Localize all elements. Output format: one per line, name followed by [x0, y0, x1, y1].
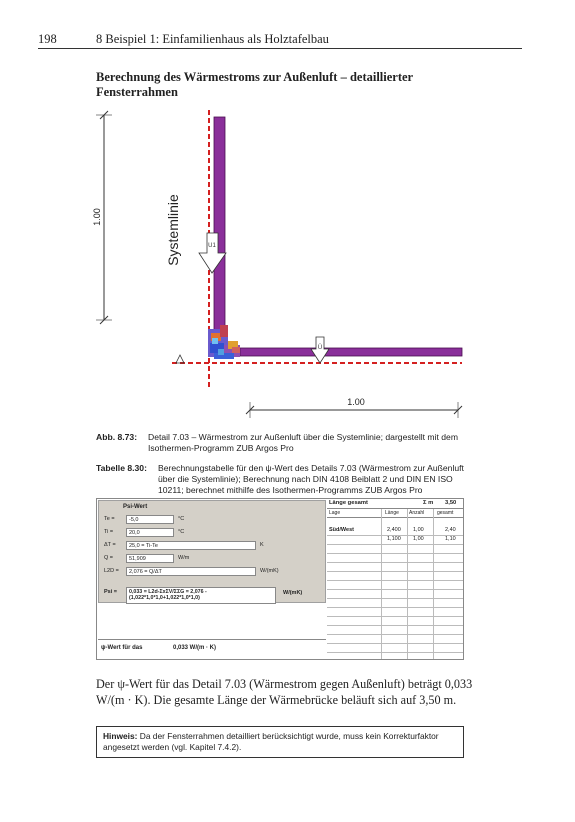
length-table-columns: Lage Länge Anzahl gesamt [327, 509, 463, 518]
table-row [327, 635, 463, 644]
header-rule [38, 48, 522, 49]
window-frame-detail [208, 325, 240, 359]
figure-caption [96, 432, 476, 454]
table-row [327, 545, 463, 554]
chapter-title: 8 Beispiel 1: Einfamilienhaus als Holztafelbau [96, 32, 329, 46]
note-label: Hinweis: [103, 731, 138, 741]
thermal-bridge-figure [0, 105, 575, 430]
psi-panel-title: Psi-Wert [123, 504, 148, 510]
table-row [327, 608, 463, 617]
page-number: 198 [38, 32, 57, 46]
page-header [38, 32, 522, 52]
calculation-table-figure [96, 498, 464, 660]
marker-u1-label: U1 [208, 243, 216, 249]
psi-label: Psi = [104, 589, 117, 595]
table-row [327, 554, 463, 563]
psi-calculation-panel: Psi-Wert Te = -5,0 °C Ti = 20,0 °C ΔT = 25,0 = Ti-Te K Q = 51,909 W/m L2D = 2,076 = Q/ΔT W/(mK) Psi = 0,033 = L2d-ΣxΣV/ΣΣG = 2,076 - (1,022*1,0*1,0+1,022*1,0*1,0) W/(mK) [98, 500, 326, 603]
psi-result-label: ψ-Wert für das [101, 645, 143, 651]
wall-element-vertical [214, 117, 225, 339]
length-table [327, 499, 463, 659]
table-row [327, 572, 463, 581]
table-caption [96, 463, 476, 496]
note-text: Da der Fensterrahmen detailliert berücksichtigt wurde, muss kein Korrekturfaktor angesetzt werden (vgl. Kapitel 7.4.2). [103, 731, 439, 752]
dim-label-horizontal: 1.00 [347, 397, 365, 407]
system-line-label: Systemlinie [165, 194, 181, 266]
detail-drawing [0, 105, 575, 430]
psi-formula-box: 0,033 = L2d-ΣxΣV/ΣΣG = 2,076 - (1,022*1,0*1,0+1,022*1,0*1,0) [126, 587, 276, 604]
table-row: Süd/West 2,400 1,00 2,40 [327, 527, 463, 536]
psi-unit: W/(mK) [283, 590, 303, 596]
table-row [327, 617, 463, 626]
figure-caption-label: Abb. 8.73: [96, 432, 138, 442]
table-row [327, 599, 463, 608]
psi-result-value: 0,033 W/(m · K) [173, 645, 217, 651]
table-caption-label: Tabelle 8.30: [96, 463, 147, 473]
body-paragraph: Der ψ-Wert für das Detail 7.03 (Wärmestrom gegen Außenluft) beträgt 0,033 W/(m · K). Die gesamte Länge der Wärmebrücke beläuft sich auf 3,50 m. [96, 677, 473, 707]
table-row [327, 644, 463, 653]
table-row: 1,100 1,00 1,10 [327, 536, 463, 545]
psi-result-strip [98, 639, 326, 659]
table-row [327, 626, 463, 635]
length-table-header: Länge gesamt Σ m 3,50 [327, 499, 463, 509]
dim-label-vertical: 1.00 [92, 208, 102, 226]
table-row [327, 590, 463, 599]
table-row [327, 581, 463, 590]
marker-o-label: Ü [317, 345, 323, 351]
section-title: Berechnung des Wärmestroms zur Außenluft – detaillierter Fensterrahmen [96, 70, 413, 99]
table-row [327, 563, 463, 572]
wall-element-horizontal [240, 348, 462, 356]
figure-caption-text: Detail 7.03 – Wärmestrom zur Außenluft über die Systemlinie; dargestellt mit dem Isothermen-Programm ZUB Argos Pro [148, 432, 458, 453]
table-caption-text: Berechnungstabelle für den ψ-Wert des Details 7.03 (Wärmestrom zur Außenluft über die Systemlinie); Berechnung nach DIN 4108 Beiblatt 2 und DIN EN ISO 10211; berechnet mithilfe des Isothermen-Programms ZUB Argos Pro [158, 463, 464, 495]
note-box [96, 726, 464, 758]
